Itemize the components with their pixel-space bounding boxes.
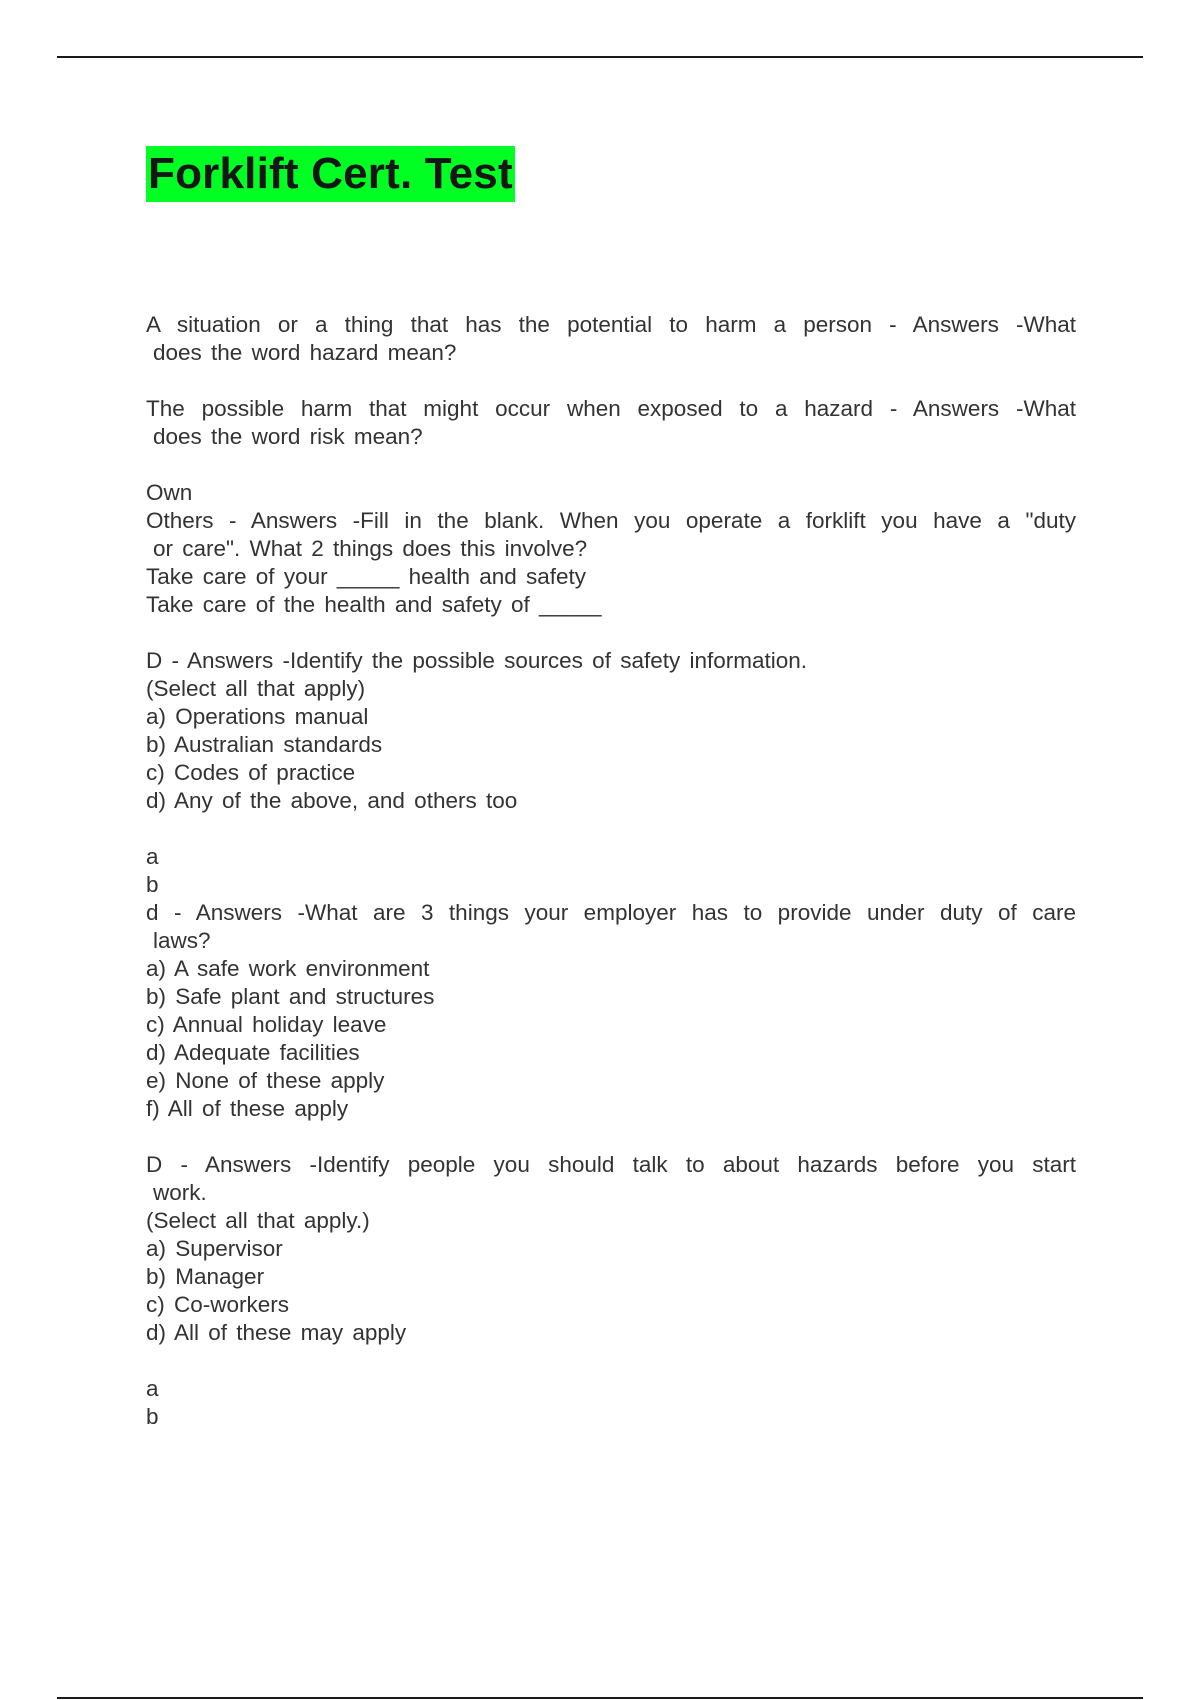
option-line: b) Safe plant and structures [146, 984, 435, 1009]
text-line: (Select all that apply) [146, 676, 366, 701]
text-line: or care". What 2 things does this involve? [153, 536, 588, 561]
option-line: a) A safe work environment [146, 956, 430, 981]
text-line: D - Answers -Identify the possible sources of safety information. [146, 648, 808, 673]
option-line: a) Supervisor [146, 1236, 283, 1261]
option-line: a) Operations manual [146, 704, 369, 729]
option-line: c) Annual holiday leave [146, 1012, 387, 1037]
text-line: a [146, 1376, 159, 1401]
qa-entry [146, 479, 1076, 619]
text-line: Others - Answers -Fill in the blank. When you operate a forklift you have a "duty [146, 508, 1076, 533]
option-line: d) Adequate facilities [146, 1040, 360, 1065]
qa-list [146, 311, 1076, 1459]
text-line: a [146, 844, 159, 869]
text-line: does the word risk mean? [153, 424, 423, 449]
text-line: laws? [153, 928, 211, 953]
option-line: f) All of these apply [146, 1096, 349, 1121]
option-line: b) Manager [146, 1264, 265, 1289]
document-title: Forklift Cert. Test [146, 146, 515, 202]
text-line: D - Answers -Identify people you should talk to about hazards before you start [146, 1152, 1076, 1177]
qa-entry [146, 647, 1076, 815]
option-line: b) Australian standards [146, 732, 383, 757]
text-line: Take care of your _____ health and safety [146, 564, 587, 589]
option-line: c) Codes of practice [146, 760, 356, 785]
text-line: does the word hazard mean? [153, 340, 457, 365]
option-line: c) Co-workers [146, 1292, 290, 1317]
qa-entry [146, 843, 1076, 1123]
qa-entry [146, 311, 1076, 367]
text-line: work. [153, 1180, 207, 1205]
text-line: d - Answers -What are 3 things your employer has to provide under duty of care [146, 900, 1076, 925]
text-line: b [146, 872, 159, 897]
option-line: d) Any of the above, and others too [146, 788, 518, 813]
text-line: Take care of the health and safety of _____ [146, 592, 602, 617]
text-line: (Select all that apply.) [146, 1208, 370, 1233]
qa-entry [146, 1375, 1076, 1431]
qa-entry [146, 395, 1076, 451]
qa-entry [146, 1151, 1076, 1347]
text-line: b [146, 1404, 159, 1429]
bottom-rule [57, 1697, 1143, 1699]
option-line: d) All of these may apply [146, 1320, 407, 1345]
option-line: e) None of these apply [146, 1068, 385, 1093]
text-line: Own [146, 480, 193, 505]
text-line: The possible harm that might occur when exposed to a hazard - Answers -What [146, 396, 1076, 421]
top-rule [57, 56, 1143, 58]
text-line: A situation or a thing that has the potential to harm a person - Answers -What [146, 312, 1076, 337]
